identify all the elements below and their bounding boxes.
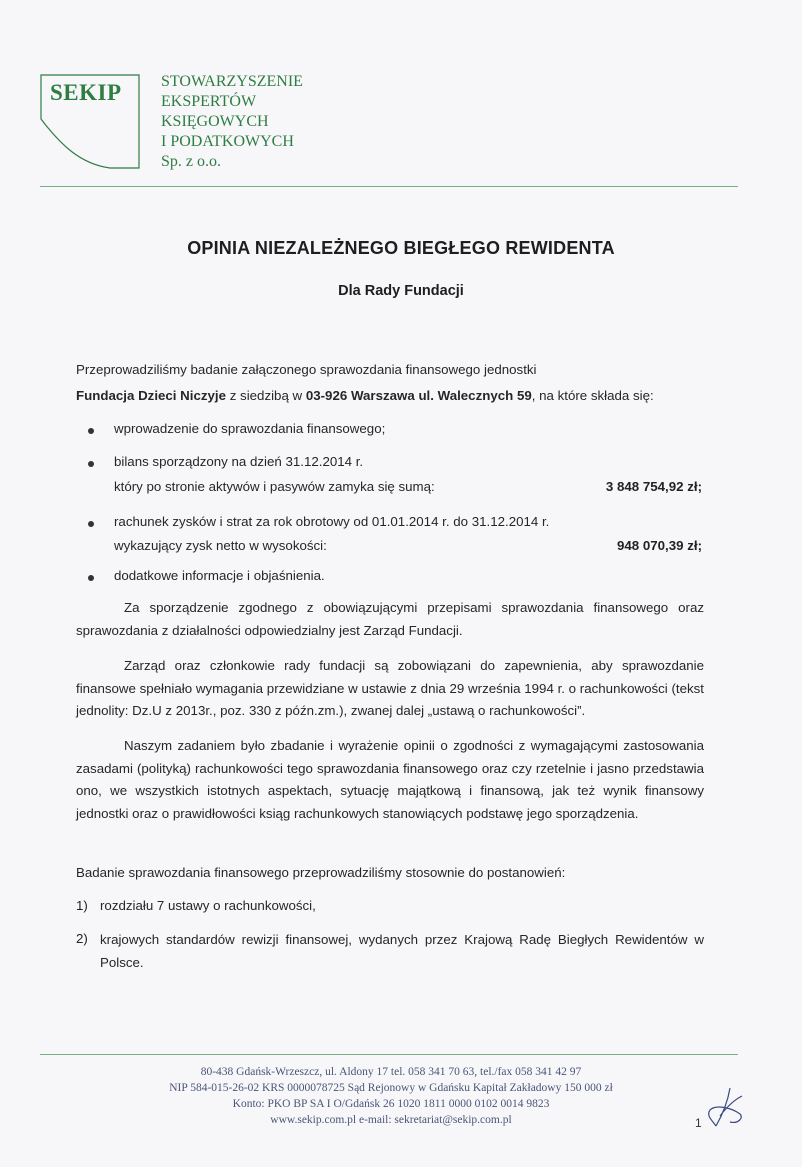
numbered-item: krajowych standardów rewizji finansowej, wydanych przez Krajową Radę Biegłych Rewidentów w Polsce.	[100, 932, 704, 970]
list-item: wprowadzenie do sprawozdania finansowego;	[114, 421, 386, 436]
numbered-item: rozdziału 7 ustawy o rachunkowości,	[100, 898, 316, 913]
intro-tail: , na które składa się:	[531, 388, 654, 403]
list-item: rachunek zysków i strat za rok obrotowy od 01.01.2014 r. do 31.12.2014 r.	[114, 514, 550, 529]
list-number: 2)	[76, 931, 88, 946]
list-item-detail: który po stronie aktywów i pasywów zamyka się sumą:	[114, 479, 435, 494]
paragraph-basis: Badanie sprawozdania finansowego przeprowadziliśmy stosownie do postanowień:	[76, 865, 566, 880]
company-logo	[40, 74, 140, 169]
company-line: STOWARZYSZENIE	[161, 73, 303, 90]
entity-address: 03-926 Warszawa ul. Walecznych 59	[305, 388, 532, 403]
net-profit: 948 070,39 zł;	[616, 538, 702, 553]
bullet-icon	[88, 521, 94, 527]
footer-registration: NIP 584-015-26-02 KRS 0000078725 Sąd Rejonowy w Gdańsku Kapitał Zakładowy 150 000 zł	[169, 1082, 613, 1094]
intro-line-1: Przeprowadziliśmy badanie załączonego sprawozdania finansowego jednostki	[76, 362, 537, 377]
list-number: 1)	[76, 898, 88, 913]
intro-line-2	[76, 388, 654, 403]
company-line: EKSPERTÓW	[161, 93, 257, 110]
document-subtitle: Dla Rady Fundacji	[338, 283, 464, 299]
document-title: OPINIA NIEZALEŻNEGO BIEGŁEGO REWIDENTA	[187, 238, 615, 258]
list-item: dodatkowe informacje i objaśnienia.	[114, 568, 325, 583]
footer-contact: www.sekip.com.pl e-mail: sekretariat@sekip.com.pl	[270, 1114, 512, 1126]
entity-name: Fundacja Dzieci Niczyje	[76, 388, 227, 403]
signature-initials	[702, 1086, 746, 1134]
footer-bank-account: Konto: PKO BP SA I O/Gdańsk 26 1020 1811 0000 0102 0014 9823	[232, 1098, 550, 1110]
company-line: I PODATKOWYCH	[161, 133, 294, 150]
bullet-icon	[88, 461, 94, 467]
list-item: bilans sporządzony na dzień 31.12.2014 r.	[114, 454, 364, 469]
bullet-icon	[88, 428, 94, 434]
paragraph-scope: Naszym zadaniem było zbadanie i wyrażenie opinii o zgodności z wymagającymi zastosowania zasadami (polityką) rachunkowości tego sprawozdania finansowego oraz czy rzetelnie i jasno przedstawia ono, we wszystkich istotnych aspektach, sytuację majątkową i finansową, jak też wynik finansowy jednostki oraz o prawidłowości ksiąg rachunkowych stanowiących podstawę jego sporządzenia.	[76, 738, 704, 821]
footer-address: 80-438 Gdańsk-Wrzeszcz, ul. Aldony 17 tel. 058 341 70 63, tel./fax 058 341 42 97	[200, 1066, 582, 1078]
company-line: KSIĘGOWYCH	[161, 113, 269, 130]
paragraph-obligations: Zarząd oraz członkowie rady fundacji są zobowiązani do zapewnienia, aby sprawozdanie finansowe spełniało wymagania przewidziane w ustawie z dnia 29 września 1994 r. o rachunkowości (tekst jednolity: Dz.U z 2013r., poz. 330 z późn.zm.), zwanej dalej „ustawą o rachunkowości”.	[76, 658, 704, 718]
list-item-detail: wykazujący zysk netto w wysokości:	[114, 538, 327, 553]
company-name	[161, 72, 303, 172]
balance-total: 3 848 754,92 zł;	[605, 479, 702, 494]
paragraph-responsibility: Za sporządzenie zgodnego z obowiązującymi przepisami sprawozdania finansowego oraz sprawozdania z działalności odpowiedzialny jest Zarząd Fundacji.	[76, 600, 704, 638]
header-divider	[40, 186, 738, 187]
footer	[0, 1064, 782, 1128]
logo-text: SEKIP	[50, 80, 122, 105]
intro-text: z siedzibą w	[226, 388, 306, 403]
page-number: 1	[695, 1116, 702, 1130]
bullet-icon	[88, 575, 94, 581]
company-line: Sp. z o.o.	[161, 153, 221, 170]
footer-divider	[40, 1054, 738, 1055]
